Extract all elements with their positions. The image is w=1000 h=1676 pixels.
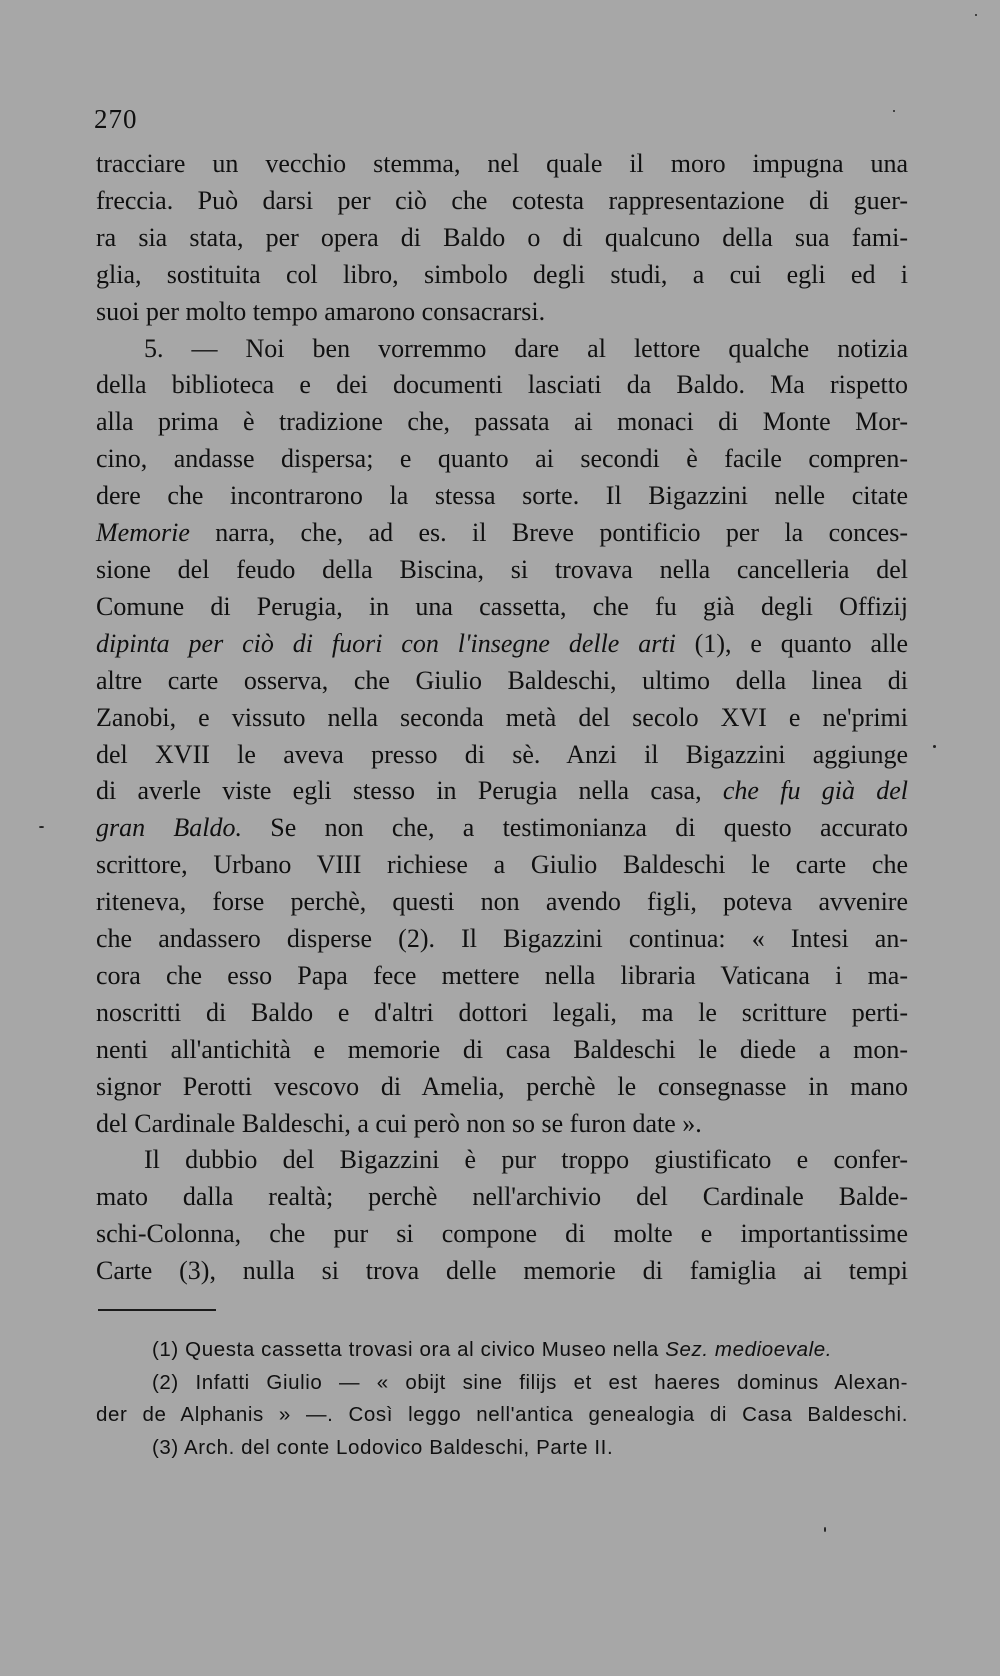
body-text xyxy=(96,146,908,1290)
scan-speck xyxy=(893,110,895,112)
text-line: sione del feudo della Biscina, si trovava nella cancelleria del xyxy=(96,554,908,584)
text-line xyxy=(96,773,908,810)
text-line: ra sia stata, per opera di Baldo o di qualcuno della sua fami- xyxy=(96,222,908,252)
text-line: cino, andasse dispersa; e quanto ai secondi è facile compren- xyxy=(96,444,908,474)
text-line xyxy=(96,515,908,552)
italic-quote: dipinta per ciò di fuori con l'insegne delle arti xyxy=(96,628,676,658)
scan-speck xyxy=(975,14,977,16)
text-fragment: di averle viste egli stesso in Perugia nella casa, xyxy=(96,776,723,806)
text-line: Comune di Perugia, in una cassetta, che fu già degli Offizij xyxy=(96,591,908,621)
text-line: dere che incontrarono la stessa sorte. Il Bigazzini nelle citate xyxy=(96,481,908,511)
text-line: della biblioteca e dei documenti lasciati da Baldo. Ma rispetto xyxy=(96,370,908,400)
text-line: del Cardinale Baldeschi, a cui però non so se furon date ». xyxy=(96,1108,702,1138)
text-line: glia, sostituita col libro, simbolo degli studi, a cui egli ed i xyxy=(96,259,908,289)
italic-title: Memorie xyxy=(96,518,190,548)
scan-speck xyxy=(824,1527,826,1532)
text-line: suoi per molto tempo amarono consacrarsi. xyxy=(96,296,546,326)
text-line: altre carte osserva, che Giulio Baldeschi, ultimo della linea di xyxy=(96,665,908,695)
footnote-3: (3) Arch. del conte Lodovico Baldeschi, Parte II. xyxy=(152,1435,614,1459)
text-line xyxy=(96,626,908,663)
text-line: schi-Colonna, che pur si compone di molte e importantissime xyxy=(96,1219,908,1249)
section-heading-line: 5. — Noi ben vorremmo dare al lettore qualche notizia xyxy=(144,333,908,363)
text-line: alla prima è tradizione che, passata ai monaci di Monte Mor- xyxy=(96,407,908,437)
footnote-2-continued: der de Alphanis » —. Così leggo nell'antica genealogia di Casa Baldeschi. xyxy=(96,1403,908,1426)
footnote-2: (2) Infatti Giulio — « obijt sine filijs et est haeres dominus Alexan- xyxy=(152,1370,908,1394)
text-line: scrittore, Urbano VIII richiese a Giulio Baldeschi le carte che xyxy=(96,850,908,880)
footnote-italic: Sez. medioevale. xyxy=(665,1338,833,1361)
text-line: nenti all'antichità e memorie di casa Baldeschi le diede a mon- xyxy=(96,1034,908,1064)
text-line: signor Perotti vescovo di Amelia, perchè le consegnasse in mano xyxy=(96,1071,908,1101)
text-line: mato dalla realtà; perchè nell'archivio del Cardinale Balde- xyxy=(96,1182,908,1212)
footnotes xyxy=(96,1334,908,1464)
text-line: tracciare un vecchio stemma, nel quale il moro impugna una xyxy=(96,149,908,178)
scan-speck xyxy=(933,745,936,748)
text-fragment: narra, che, ad es. il Breve pontificio per la conces- xyxy=(189,518,908,548)
footnote-1 xyxy=(96,1334,908,1367)
text-line: del XVII le aveva presso di sè. Anzi il Bigazzini aggiunge xyxy=(96,739,908,769)
footnote-rule xyxy=(98,1309,216,1311)
text-fragment: Se non che, a testimonianza di questo accurato xyxy=(242,813,908,843)
text-line: freccia. Può darsi per ciò che cotesta rappresentazione di guer- xyxy=(96,185,908,215)
text-line: Carte (3), nulla si trova delle memorie di famiglia ai tempi xyxy=(96,1256,908,1286)
italic-quote: che fu già del xyxy=(722,776,908,806)
text-line: che andassero disperse (2). Il Bigazzini continua: « Intesi an- xyxy=(96,924,908,954)
italic-quote: gran Baldo. xyxy=(96,813,243,843)
text-fragment: (1), e quanto alle xyxy=(675,628,908,658)
text-line: Zanobi, e vissuto nella seconda metà del secolo XVI e ne'primi xyxy=(96,702,908,732)
page-number: 270 xyxy=(94,104,138,134)
footnote-text: (1) Questa cassetta trovasi ora al civico Museo nella xyxy=(152,1338,666,1361)
scan-speck xyxy=(39,826,44,828)
text-line xyxy=(96,810,908,847)
text-line: riteneva, forse perchè, questi non avendo figli, poteva avvenire xyxy=(96,887,908,917)
paragraph-start-line: Il dubbio del Bigazzini è pur troppo giustificato e confer- xyxy=(144,1145,908,1175)
text-line: noscritti di Baldo e d'altri dottori legali, ma le scritture perti- xyxy=(96,997,908,1027)
text-line: cora che esso Papa fece mettere nella libraria Vaticana i ma- xyxy=(96,960,908,990)
